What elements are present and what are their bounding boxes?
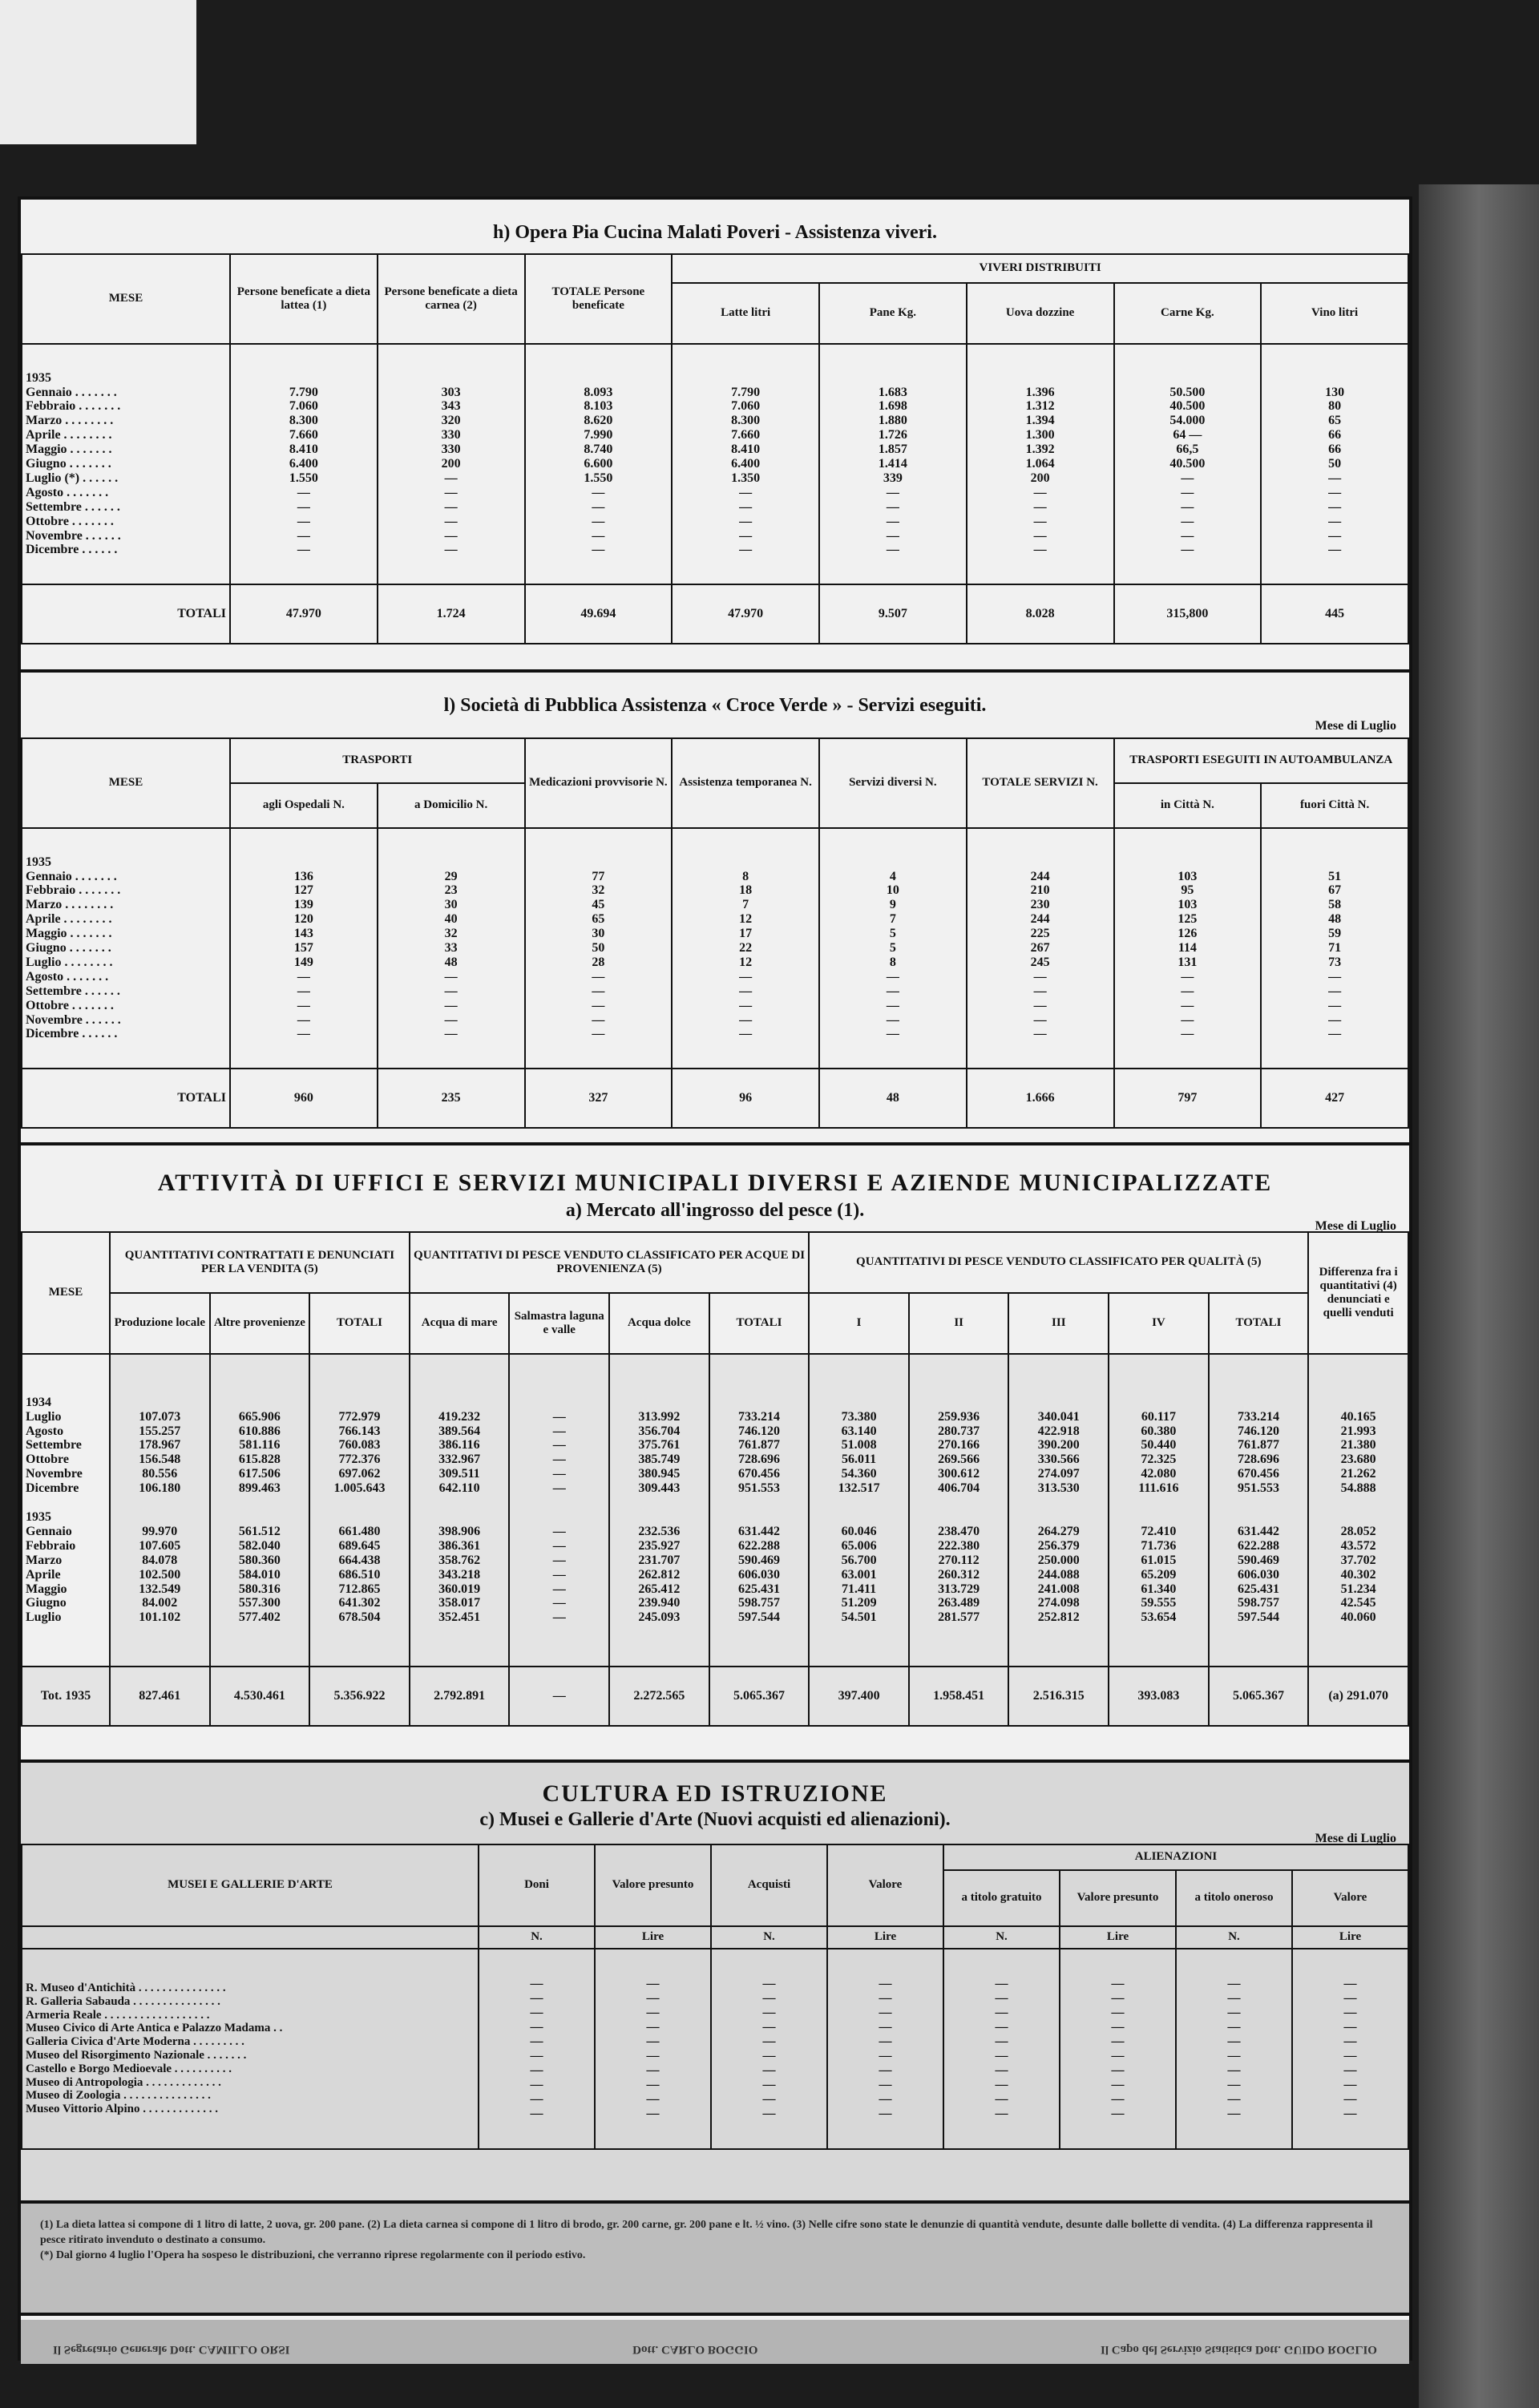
signature-right: Il Capo del Servizio Statistica Dott. GUIDO ROGLIO xyxy=(1100,2343,1377,2356)
table-musei xyxy=(21,1844,1409,2150)
header-qualita-3: III xyxy=(1008,1293,1109,1354)
column-uova: 1.396 1.312 1.394 1.300 1.392 1.064 200 — — — — — xyxy=(967,344,1114,584)
unit-label: N. xyxy=(479,1926,595,1949)
section-a-subtitle: Mese di Luglio xyxy=(1315,1219,1396,1233)
footnotes xyxy=(21,2204,1409,2316)
header-acqua-dolce: Acqua dolce xyxy=(609,1293,709,1354)
total-value: 5.356.922 xyxy=(309,1667,410,1726)
header-qualita-2: II xyxy=(909,1293,1009,1354)
total-value: 393.083 xyxy=(1109,1667,1209,1726)
column-domicilio: 29 23 30 40 32 33 48 — — — — — xyxy=(378,828,525,1069)
header-autoambulanza: TRASPORTI ESEGUITI IN AUTOAMBULANZA xyxy=(1114,738,1409,783)
unit-label: N. xyxy=(711,1926,827,1949)
header-mese: MESE xyxy=(22,738,230,828)
header-altre: Altre provenienze xyxy=(210,1293,310,1354)
month-list: 1935 Gennaio . . . . . . . Febbraio . . . . . . . Marzo . . . . . . . . Aprile . . . . . . . . Maggio . . . . . . . Giugno . . . . . . . Luglio (*) . . . . . . Agosto . . . . . . . Settembre . . . . . . Ottobre . . . . . . . Novembre . . . . . . Dicembre . . . . . . xyxy=(22,344,230,584)
total-value: 8.028 xyxy=(967,584,1114,644)
header-mese: MESE xyxy=(22,1232,110,1354)
header-valore: Valore xyxy=(1292,1870,1408,1926)
signature-center: Dott. CARLO BOGGIO xyxy=(632,2343,758,2356)
section-c-subtitle: Mese di Luglio xyxy=(1315,1832,1396,1845)
museum-list: R. Museo d'Antichità . . . . . . . . . . . . . . . R. Galleria Sabauda . . . . . . . . . . . . . . . Armeria Reale . . . . . . . . . . . . . . . . . . Museo Civico di Arte Antica e Palazzo Madama . . Galleria Civica d'Arte Moderna . . . . . . . . . Museo del Risorgimento Nazionale . . . . . . . Castello e Borgo Medioevale . . . . . . . . . . Museo di Antropologia . . . . . . . . . . . . . Museo di Zoologia . . . . . . . . . . . . . . . Museo Vittorio Alpino . . . . . . . . . . . . . xyxy=(22,1949,479,2149)
header-totali: TOTALI xyxy=(1209,1293,1309,1354)
column-acqua-dolce: 313.992 356.704 375.761 385.749 380.945 309.443 232.536 235.927 231.707 262.812 265.412 239.940 245.093 xyxy=(609,1354,709,1667)
section-l-title: l) Società di Pubblica Assistenza « Croce Verde » - Servizi eseguiti. xyxy=(443,695,987,716)
column-totale: 244 210 230 244 225 267 245 — — — — — xyxy=(967,828,1114,1069)
section-l-subtitle: Mese di Luglio xyxy=(1315,719,1396,733)
total-value: 797 xyxy=(1114,1069,1262,1128)
column-pane: 1.683 1.698 1.880 1.726 1.857 1.414 339 — — — — — xyxy=(819,344,967,584)
column-gratuito: — — — — — — — — — — xyxy=(943,1949,1060,2149)
total-value: 96 xyxy=(672,1069,819,1128)
header-oneroso: a titolo oneroso xyxy=(1176,1870,1292,1926)
table-opera-pia xyxy=(21,253,1409,644)
total-value: 1.666 xyxy=(967,1069,1114,1128)
statistics-sheet xyxy=(18,196,1412,2361)
total-value: 827.461 xyxy=(110,1667,210,1726)
page-edge-right xyxy=(1419,184,1539,2408)
unit-label: Lire xyxy=(1292,1926,1408,1949)
totals-label: TOTALI xyxy=(22,1069,230,1128)
month-list: 1935 Gennaio . . . . . . . Febbraio . . . . . . . Marzo . . . . . . . . Aprile . . . . . . . . Maggio . . . . . . . Giugno . . . . . . . Luglio . . . . . . . . Agosto . . . . . . . Settembre . . . . . . Ottobre . . . . . . . Novembre . . . . . . Dicembre . . . . . . xyxy=(22,828,230,1069)
column-salmastra: — — — — — — — — — — — — — xyxy=(509,1354,609,1667)
column-valore-presunto: — — — — — — — — — — xyxy=(1060,1949,1176,2149)
column-doni: — — — — — — — — — — xyxy=(479,1949,595,2149)
column-citta: 103 95 103 125 126 114 131 — — — — — xyxy=(1114,828,1262,1069)
unit-label: Lire xyxy=(827,1926,943,1949)
total-value: 47.970 xyxy=(230,584,378,644)
column-totali: 772.979 766.143 760.083 772.376 697.062 1.005.643 661.480 689.645 664.438 686.510 712.865 641.302 678.504 xyxy=(309,1354,410,1667)
column-totali: 733.214 746.120 761.877 728.696 670.456 951.553 631.442 622.288 590.469 606.030 625.431 598.757 597.544 xyxy=(709,1354,810,1667)
header-gratuito: a titolo gratuito xyxy=(943,1870,1060,1926)
header-trasporti: TRASPORTI xyxy=(230,738,525,783)
footnote-text: (*) Dal giorno 4 luglio l'Opera ha sospeso le distribuzioni, che verranno riprese regolarmente con il periodo estivo. xyxy=(40,2248,586,2261)
total-value: 9.507 xyxy=(819,584,967,644)
table-mercato-pesce xyxy=(21,1231,1409,1727)
header-totali: TOTALI xyxy=(309,1293,410,1354)
header-alienazioni: ALIENAZIONI xyxy=(943,1844,1408,1870)
unit-label: N. xyxy=(1176,1926,1292,1949)
column-oneroso: — — — — — — — — — — xyxy=(1176,1949,1292,2149)
total-value: 5.065.367 xyxy=(709,1667,810,1726)
header-fuori-citta: fuori Città N. xyxy=(1261,783,1408,828)
header-citta: in Città N. xyxy=(1114,783,1262,828)
section-h-title: h) Opera Pia Cucina Malati Poveri - Assistenza viveri. xyxy=(493,222,937,243)
column-produzione: 107.073 155.257 178.967 156.548 80.556 106.180 99.970 107.605 84.078 102.500 132.549 84.002 101.102 xyxy=(110,1354,210,1667)
header-quantitativi-provenienza: QUANTITATIVI DI PESCE VENDUTO CLASSIFICATO PER ACQUE DI PROVENIENZA (5) xyxy=(410,1232,809,1293)
header-produzione: Produzione locale xyxy=(110,1293,210,1354)
column-qualita-1: 73.380 63.140 51.008 56.011 54.360 132.517 60.046 65.006 56.700 63.001 71.411 51.209 54.501 xyxy=(809,1354,909,1667)
total-value: 315,800 xyxy=(1114,584,1262,644)
section-c-heading: CULTURA ED ISTRUZIONE xyxy=(542,1780,888,1807)
total-value: 1.958.451 xyxy=(909,1667,1009,1726)
header-quantitativi-contrattati: QUANTITATIVI CONTRATTATI E DENUNCIATI PER LA VENDITA (5) xyxy=(110,1232,410,1293)
column-totale: 8.093 8.103 8.620 7.990 8.740 6.600 1.550 — — — — — xyxy=(525,344,673,584)
header-valore-presunto: Valore presunto xyxy=(1060,1870,1176,1926)
unit-label: Lire xyxy=(1060,1926,1176,1949)
table-croce-verde xyxy=(21,737,1409,1129)
total-value: 2.792.891 xyxy=(410,1667,510,1726)
header-domicilio: a Domicilio N. xyxy=(378,783,525,828)
header-persone-carnea: Persone beneficate a dieta carnea (2) xyxy=(378,254,525,344)
section-a-heading: ATTIVITÀ DI UFFICI E SERVIZI MUNICIPALI DIVERSI E AZIENDE MUNICIPALIZZATE xyxy=(157,1170,1273,1196)
header-assistenza: Assistenza temporanea N. xyxy=(672,738,819,828)
unit-label: N. xyxy=(943,1926,1060,1949)
header-qualita-1: I xyxy=(809,1293,909,1354)
section-c-title: c) Musei e Gallerie d'Arte (Nuovi acquisti ed alienazioni). xyxy=(479,1809,951,1830)
column-latteo: 7.790 7.060 8.300 7.660 8.410 6.400 1.550 — — — — — xyxy=(230,344,378,584)
header-acqua-mare: Acqua di mare xyxy=(410,1293,510,1354)
section-croce-verde xyxy=(21,673,1409,1145)
column-medicazioni: 77 32 45 65 30 50 28 — — — — — xyxy=(525,828,673,1069)
header-viveri: VIVERI DISTRIBUITI xyxy=(672,254,1408,283)
header-totali: TOTALI xyxy=(709,1293,810,1354)
header-qualita-4: IV xyxy=(1109,1293,1209,1354)
totals-label: Tot. 1935 xyxy=(22,1667,110,1726)
header-acquisti: Acquisti xyxy=(711,1844,827,1926)
footnote-text: (1) La dieta lattea si compone di 1 litro di latte, 2 uova, gr. 200 pane. (2) La dieta carnea si compone di 1 litro di brodo, gr. 200 carne, gr. 200 pane e lt. ½ vino. (3) Nelle cifre sono state le denunzie di quantità vendute, desunte dalle bollette di vendita. (4) La differenza rappresenta il pesce ritirato invenduto o destinato a consumo. xyxy=(40,2219,1373,2246)
header-differenza: Differenza fra i quantitativi (4) denunciati e quelli venduti xyxy=(1308,1232,1408,1354)
totals-label: TOTALI xyxy=(22,584,230,644)
unit-label: Lire xyxy=(595,1926,711,1949)
header-valore-presunto: Valore presunto xyxy=(595,1844,711,1926)
column-carne: 50.500 40.500 54.000 64 — 66,5 40.500 — — — — — — xyxy=(1114,344,1262,584)
header-latte: Latte litri xyxy=(672,283,819,344)
total-value: 5.065.367 xyxy=(1209,1667,1309,1726)
page-margin-top-left xyxy=(0,0,196,144)
total-value: 235 xyxy=(378,1069,525,1128)
header-uova: Uova dozzine xyxy=(967,283,1114,344)
header-mese: MESE xyxy=(22,254,230,344)
total-value: 397.400 xyxy=(809,1667,909,1726)
total-value: 960 xyxy=(230,1069,378,1128)
section-musei xyxy=(21,1763,1409,2204)
header-carne: Carne Kg. xyxy=(1114,283,1262,344)
column-vino: 130 80 65 66 66 50 — — — — — — xyxy=(1261,344,1408,584)
total-value: 427 xyxy=(1261,1069,1408,1128)
signature-left: Il Segretario Generale Dott. CAMILLO ORSI xyxy=(53,2343,290,2356)
header-pane: Pane Kg. xyxy=(819,283,967,344)
header-musei: MUSEI E GALLERIE D'ARTE xyxy=(22,1844,479,1926)
column-valore: — — — — — — — — — — xyxy=(827,1949,943,2149)
month-list: 1934 Luglio Agosto Settembre Ottobre Novembre Dicembre 1935 Gennaio Febbraio Marzo Aprile Maggio Giugno Luglio xyxy=(22,1354,110,1667)
total-value: (a) 291.070 xyxy=(1308,1667,1408,1726)
column-altre: 665.906 610.886 581.116 615.828 617.506 899.463 561.512 582.040 580.360 584.010 580.316 557.300 577.402 xyxy=(210,1354,310,1667)
header-persone-latteo: Persone beneficate a dieta lattea (1) xyxy=(230,254,378,344)
column-carnea: 303 343 320 330 330 200 — — — — — — xyxy=(378,344,525,584)
column-qualita-2: 259.936 280.737 270.166 269.566 300.612 406.704 238.470 222.380 270.112 260.312 313.729 263.489 281.577 xyxy=(909,1354,1009,1667)
column-differenza: 40.165 21.993 21.380 23.680 21.262 54.888 28.052 43.572 37.702 40.302 51.234 42.545 40.060 xyxy=(1308,1354,1408,1667)
total-value: 2.272.565 xyxy=(609,1667,709,1726)
column-latte: 7.790 7.060 8.300 7.660 8.410 6.400 1.350 — — — — — xyxy=(672,344,819,584)
total-value: 1.724 xyxy=(378,584,525,644)
section-opera-pia xyxy=(21,200,1409,673)
section-mercato-pesce xyxy=(21,1145,1409,1763)
header-totale: TOTALE Persone beneficate xyxy=(525,254,673,344)
column-ospedali: 136 127 139 120 143 157 149 — — — — — xyxy=(230,828,378,1069)
column-totali: 733.214 746.120 761.877 728.696 670.456 951.553 631.442 622.288 590.469 606.030 625.431 598.757 597.544 xyxy=(1209,1354,1309,1667)
column-valore: — — — — — — — — — — xyxy=(1292,1949,1408,2149)
header-valore: Valore xyxy=(827,1844,943,1926)
total-value: 445 xyxy=(1261,584,1408,644)
total-value: 2.516.315 xyxy=(1008,1667,1109,1726)
signature-strip xyxy=(21,2320,1409,2364)
header-ospedali: agli Ospedali N. xyxy=(230,783,378,828)
header-totale-servizi: TOTALE SERVIZI N. xyxy=(967,738,1114,828)
total-value: 48 xyxy=(819,1069,967,1128)
column-acqua-mare: 419.232 389.564 386.116 332.967 309.511 642.110 398.906 386.361 358.762 343.218 360.019 358.017 352.451 xyxy=(410,1354,510,1667)
header-salmastra: Salmastra laguna e valle xyxy=(509,1293,609,1354)
column-acquisti: — — — — — — — — — — xyxy=(711,1949,827,2149)
column-fuori-citta: 51 67 58 48 59 71 73 — — — — — xyxy=(1261,828,1408,1069)
header-medicazioni: Medicazioni provvisorie N. xyxy=(525,738,673,828)
header-servizi: Servizi diversi N. xyxy=(819,738,967,828)
total-value: 47.970 xyxy=(672,584,819,644)
total-value: — xyxy=(509,1667,609,1726)
section-a-title: a) Mercato all'ingrosso del pesce (1). xyxy=(565,1200,865,1221)
total-value: 4.530.461 xyxy=(210,1667,310,1726)
header-vino: Vino litri xyxy=(1261,283,1408,344)
column-assistenza: 8 18 7 12 17 22 12 — — — — — xyxy=(672,828,819,1069)
total-value: 327 xyxy=(525,1069,673,1128)
column-servizi: 4 10 9 7 5 5 8 — — — — — xyxy=(819,828,967,1069)
column-qualita-4: 60.117 60.380 50.440 72.325 42.080 111.616 72.410 71.736 61.015 65.209 61.340 59.555 53.654 xyxy=(1109,1354,1209,1667)
total-value: 49.694 xyxy=(525,584,673,644)
header-doni: Doni xyxy=(479,1844,595,1926)
column-qualita-3: 340.041 422.918 390.200 330.566 274.097 313.530 264.279 256.379 250.000 244.088 241.008 274.098 252.812 xyxy=(1008,1354,1109,1667)
header-quantitativi-qualita: QUANTITATIVI DI PESCE VENDUTO CLASSIFICATO PER QUALITÀ (5) xyxy=(809,1232,1308,1293)
column-valore-presunto: — — — — — — — — — — xyxy=(595,1949,711,2149)
